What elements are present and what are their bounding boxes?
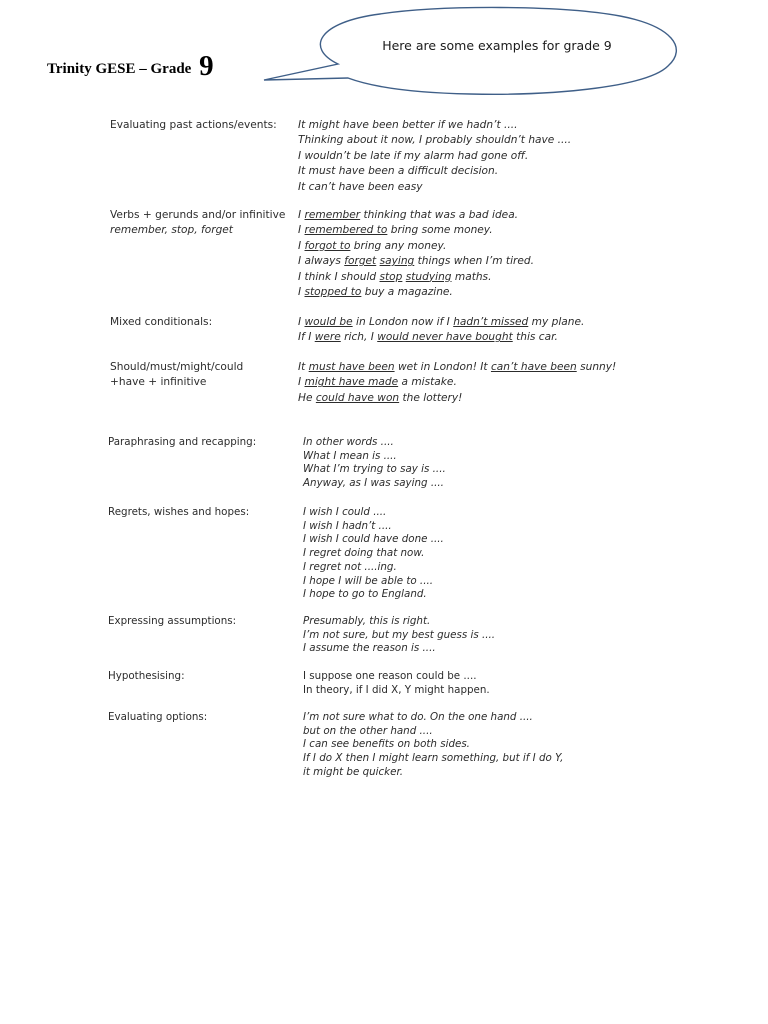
- bubble-text: Here are some examples for grade 9: [382, 38, 612, 53]
- example-text: If I: [298, 331, 315, 344]
- example-text: things when I’m tired.: [414, 255, 534, 268]
- example-line: [298, 133, 571, 148]
- example-line: [303, 725, 563, 739]
- example-text: thinking that was a bad idea.: [360, 209, 519, 221]
- example-line: [298, 149, 571, 164]
- example-text: What I mean is ....: [303, 449, 397, 462]
- label-line: Regrets, wishes and hopes:: [108, 506, 250, 518]
- example-line: [303, 547, 444, 561]
- label-line: Evaluating options:: [108, 711, 208, 723]
- example-line: [303, 588, 444, 602]
- example-line: [298, 375, 616, 390]
- label-line: Paraphrasing and recapping:: [108, 436, 257, 448]
- example-text: I: [298, 239, 305, 252]
- example-text: it might be quicker.: [303, 765, 404, 778]
- section-label: [108, 436, 256, 450]
- example-line: [298, 180, 571, 195]
- example-line: [298, 270, 534, 285]
- section-label: [110, 315, 212, 330]
- example-text: a mistake.: [398, 376, 457, 389]
- example-text: In theory, if I did X, Y might happen.: [303, 683, 490, 696]
- example-line: [298, 391, 616, 406]
- label-line: Should/must/might/could: [110, 361, 244, 373]
- underlined-phrase: saying: [379, 255, 415, 268]
- section-label: [108, 711, 207, 725]
- example-text: I: [298, 376, 305, 389]
- example-list: [298, 315, 584, 346]
- example-text: Presumably, this is right.: [303, 615, 431, 627]
- example-text: I hope to go to England.: [303, 588, 427, 601]
- example-line: [298, 285, 534, 300]
- example-text: I can see benefits on both sides.: [303, 738, 470, 751]
- example-line: [298, 254, 534, 269]
- example-text: the lottery!: [399, 391, 463, 404]
- example-line: [303, 533, 444, 547]
- section-label: [108, 670, 185, 684]
- example-text: He: [298, 391, 316, 404]
- underlined-phrase: were: [314, 331, 341, 344]
- example-text: It must have been a difficult decision.: [298, 165, 499, 178]
- section-label: [110, 118, 277, 133]
- example-line: [303, 670, 490, 684]
- example-line: [303, 684, 490, 698]
- underlined-phrase: can’t have been: [490, 361, 577, 373]
- example-line: [303, 506, 444, 520]
- label-line: Expressing assumptions:: [108, 615, 237, 627]
- underlined-phrase: remembered to: [304, 224, 388, 237]
- example-text: I wish I could have done ....: [303, 533, 444, 546]
- example-line: [303, 752, 563, 766]
- example-line: [303, 450, 446, 464]
- example-text: rich, I: [340, 331, 378, 344]
- example-list: [298, 360, 616, 406]
- example-text: It: [298, 361, 309, 373]
- example-line: [303, 766, 563, 780]
- example-line: [298, 164, 571, 179]
- example-line: [298, 208, 534, 223]
- underlined-phrase: would be: [304, 316, 353, 328]
- example-text: wet in London! It: [394, 361, 491, 373]
- example-text: Anyway, as I was saying ....: [303, 477, 444, 490]
- example-text: but on the other hand ....: [303, 724, 433, 737]
- example-line: [298, 330, 584, 345]
- example-line: [298, 223, 534, 238]
- example-line: [303, 629, 495, 643]
- example-list: [303, 711, 563, 780]
- example-text: sunny!: [576, 361, 617, 373]
- example-line: [298, 118, 571, 133]
- example-text: bring some money.: [387, 224, 493, 237]
- example-list: [298, 208, 534, 300]
- underlined-phrase: stopped to: [304, 286, 362, 299]
- underlined-phrase: forgot to: [304, 239, 351, 252]
- example-line: [298, 360, 616, 375]
- section-label: [108, 506, 249, 520]
- example-list: [303, 506, 444, 602]
- example-text: Thinking about it now, I probably shouldn’t have ....: [298, 134, 572, 147]
- example-text: I: [298, 286, 305, 299]
- example-list: [298, 118, 571, 195]
- example-line: [298, 239, 534, 254]
- example-line: [298, 315, 584, 330]
- example-list: [303, 436, 446, 491]
- example-text: I’m not sure what to do. On the one hand ....: [303, 711, 533, 723]
- underlined-phrase: would never have bought: [377, 331, 513, 344]
- example-line: [303, 477, 446, 491]
- section-label: [110, 360, 243, 391]
- example-text: maths.: [451, 270, 492, 283]
- example-line: [303, 711, 563, 725]
- example-text: I’m not sure, but my best guess is ....: [303, 628, 496, 641]
- label-line: Hypothesising:: [108, 670, 185, 682]
- example-line: [303, 642, 495, 656]
- example-text: I: [298, 209, 305, 221]
- section-label: [108, 615, 236, 629]
- underlined-phrase: forget: [344, 255, 377, 268]
- grade-number: 9: [199, 50, 214, 82]
- underlined-phrase: studying: [405, 270, 452, 283]
- underlined-phrase: could have won: [315, 391, 400, 404]
- example-text: I wish I could ....: [303, 506, 387, 518]
- label-line: Mixed conditionals:: [110, 316, 213, 328]
- example-text: my plane.: [528, 316, 585, 328]
- example-text: In other words ....: [303, 436, 394, 448]
- underlined-phrase: might have made: [304, 376, 399, 389]
- example-text: in London now if I: [352, 316, 454, 328]
- underlined-phrase: must have been: [308, 361, 395, 373]
- label-line: Evaluating past actions/events:: [110, 119, 277, 131]
- example-text: I hope I will be able to ....: [303, 574, 434, 587]
- label-line: +have + infinitive: [110, 376, 207, 389]
- example-text: I assume the reason is ....: [303, 642, 436, 655]
- example-text: It might have been better if we hadn’t ....: [298, 119, 518, 131]
- example-text: I think I should: [298, 270, 380, 283]
- example-text: I: [298, 224, 305, 237]
- label-line: Verbs + gerunds and/or infinitive: [110, 209, 286, 221]
- example-text: I wouldn’t be late if my alarm had gone off.: [298, 149, 529, 162]
- title-text: Trinity GESE – Grade: [47, 61, 192, 77]
- example-text: It can’t have been easy: [298, 180, 423, 193]
- underlined-phrase: remember: [304, 209, 361, 221]
- underlined-phrase: stop: [379, 270, 403, 283]
- example-text: If I do X then I might learn something, but if I do Y,: [303, 752, 564, 765]
- example-line: [303, 575, 444, 589]
- example-line: [303, 436, 446, 450]
- example-line: [303, 520, 444, 534]
- example-text: I regret doing that now.: [303, 547, 425, 560]
- example-line: [303, 615, 495, 629]
- example-list: [303, 615, 495, 656]
- example-line: [303, 738, 563, 752]
- example-text: I wish I hadn’t ....: [303, 519, 392, 532]
- example-text: I: [298, 316, 305, 328]
- label-line: remember, stop, forget: [110, 224, 233, 237]
- section-label: [110, 208, 285, 239]
- example-text: I regret not ....ing.: [303, 560, 397, 573]
- example-text: bring any money.: [350, 239, 447, 252]
- example-text: this car.: [512, 331, 558, 344]
- example-text: I always: [298, 255, 345, 268]
- example-line: [303, 561, 444, 575]
- example-list: [303, 670, 490, 697]
- example-text: buy a magazine.: [361, 286, 453, 299]
- example-text: What I’m trying to say is ....: [303, 463, 446, 476]
- example-text: I suppose one reason could be ....: [303, 670, 477, 682]
- underlined-phrase: hadn’t missed: [453, 316, 529, 328]
- example-line: [303, 463, 446, 477]
- page-title: [47, 50, 214, 83]
